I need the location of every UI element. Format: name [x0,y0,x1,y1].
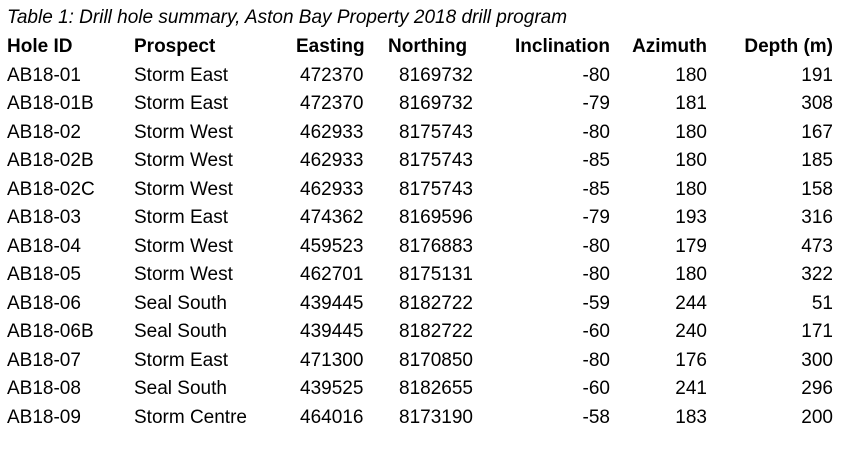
table-body [0,62,833,433]
azimuth-cell: 193 [675,207,707,228]
depth-cell: 171 [801,321,833,342]
column-header-hole-id: Hole ID [7,36,73,57]
azimuth-cell: 181 [675,93,707,114]
depth-cell: 51 [811,292,833,314]
azimuth-cell: 244 [675,292,707,314]
azimuth-cell: 180 [675,264,707,285]
prospect-cell: Seal South [134,292,227,314]
northing-cell: 8173190 [399,406,473,428]
inclination-cell: -59 [582,292,610,314]
northing-cell: 8169596 [399,207,473,228]
depth-cell: 167 [801,121,833,143]
easting-cell: 472370 [300,64,364,86]
inclination-cell: -80 [582,264,610,285]
depth-cell: 300 [801,349,833,371]
column-header-inclination: Inclination [515,36,610,57]
hole-id-cell: AB18-02C [7,178,95,200]
hole-id-cell: AB18-05 [7,264,81,285]
table-caption: Table 1: Drill hole summary, Aston Bay Property 2018 drill program [7,7,568,28]
easting-cell: 439445 [300,292,364,314]
table-row [0,147,833,176]
northing-cell: 8175743 [399,121,473,143]
inclination-cell: -85 [582,150,610,171]
hole-id-cell: AB18-01B [7,93,94,114]
column-header-northing: Northing [388,36,468,57]
easting-cell: 462933 [300,178,364,200]
inclination-cell: -80 [582,235,610,257]
hole-id-cell: AB18-02 [7,121,81,143]
prospect-cell: Storm East [134,207,228,228]
easting-cell: 459523 [300,235,364,257]
inclination-cell: -79 [582,93,610,114]
column-header-easting: Easting [296,36,365,57]
prospect-cell: Storm West [134,235,233,257]
easting-cell: 439525 [300,378,364,399]
azimuth-cell: 180 [675,150,707,171]
easting-cell: 462933 [300,150,364,171]
prospect-cell: Storm East [134,349,228,371]
drill-hole-summary-table [0,33,833,432]
northing-cell: 8182722 [399,292,473,314]
hole-id-cell: AB18-06B [7,321,94,342]
easting-cell: 462701 [300,264,364,285]
northing-cell: 8176883 [399,235,473,257]
azimuth-cell: 180 [675,64,707,86]
prospect-cell: Storm West [134,178,233,200]
azimuth-cell: 183 [675,406,707,428]
northing-cell: 8175743 [399,150,473,171]
table-row [0,62,833,91]
northing-cell: 8182655 [399,378,473,399]
table-row [0,318,833,347]
inclination-cell: -60 [582,378,610,399]
inclination-cell: -80 [582,121,610,143]
table-row [0,233,833,262]
hole-id-cell: AB18-04 [7,235,81,257]
table-row [0,204,833,233]
northing-cell: 8170850 [399,349,473,371]
hole-id-cell: AB18-07 [7,349,81,371]
easting-cell: 464016 [300,406,364,428]
column-header-depth: Depth (m) [744,36,833,57]
inclination-cell: -80 [582,64,610,86]
azimuth-cell: 180 [675,121,707,143]
northing-cell: 8175743 [399,178,473,200]
column-header-prospect: Prospect [134,36,216,57]
hole-id-cell: AB18-08 [7,378,81,399]
table-row [0,261,833,290]
azimuth-cell: 180 [675,178,707,200]
easting-cell: 472370 [300,93,364,114]
inclination-cell: -58 [582,406,610,428]
table-row [0,347,833,376]
depth-cell: 308 [801,93,833,114]
azimuth-cell: 176 [675,349,707,371]
azimuth-cell: 241 [675,378,707,399]
prospect-cell: Storm West [134,264,233,285]
prospect-cell: Storm East [134,64,228,86]
inclination-cell: -80 [582,349,610,371]
northing-cell: 8169732 [399,64,473,86]
azimuth-cell: 179 [675,235,707,257]
inclination-cell: -60 [582,321,610,342]
northing-cell: 8175131 [399,264,473,285]
prospect-cell: Storm East [134,93,228,114]
prospect-cell: Storm West [134,150,233,171]
easting-cell: 439445 [300,321,364,342]
prospect-cell: Storm West [134,121,233,143]
depth-cell: 316 [801,207,833,228]
table-row [0,290,833,319]
hole-id-cell: AB18-03 [7,207,81,228]
depth-cell: 158 [801,178,833,200]
easting-cell: 471300 [300,349,364,371]
header-row [0,33,833,62]
depth-cell: 191 [801,64,833,86]
table-row [0,375,833,404]
prospect-cell: Storm Centre [134,406,247,428]
azimuth-cell: 240 [675,321,707,342]
table-row [0,176,833,205]
depth-cell: 185 [801,150,833,171]
table-row [0,90,833,119]
table-header [0,33,833,62]
table-row [0,404,833,433]
inclination-cell: -85 [582,178,610,200]
hole-id-cell: AB18-01 [7,64,81,86]
column-header-azimuth: Azimuth [632,36,707,57]
northing-cell: 8169732 [399,93,473,114]
easting-cell: 462933 [300,121,364,143]
depth-cell: 296 [801,378,833,399]
depth-cell: 322 [801,264,833,285]
depth-cell: 473 [801,235,833,257]
prospect-cell: Seal South [134,378,227,399]
prospect-cell: Seal South [134,321,227,342]
hole-id-cell: AB18-09 [7,406,81,428]
inclination-cell: -79 [582,207,610,228]
table-row [0,119,833,148]
hole-id-cell: AB18-02B [7,150,94,171]
easting-cell: 474362 [300,207,364,228]
depth-cell: 200 [801,406,833,428]
northing-cell: 8182722 [399,321,473,342]
hole-id-cell: AB18-06 [7,292,81,314]
